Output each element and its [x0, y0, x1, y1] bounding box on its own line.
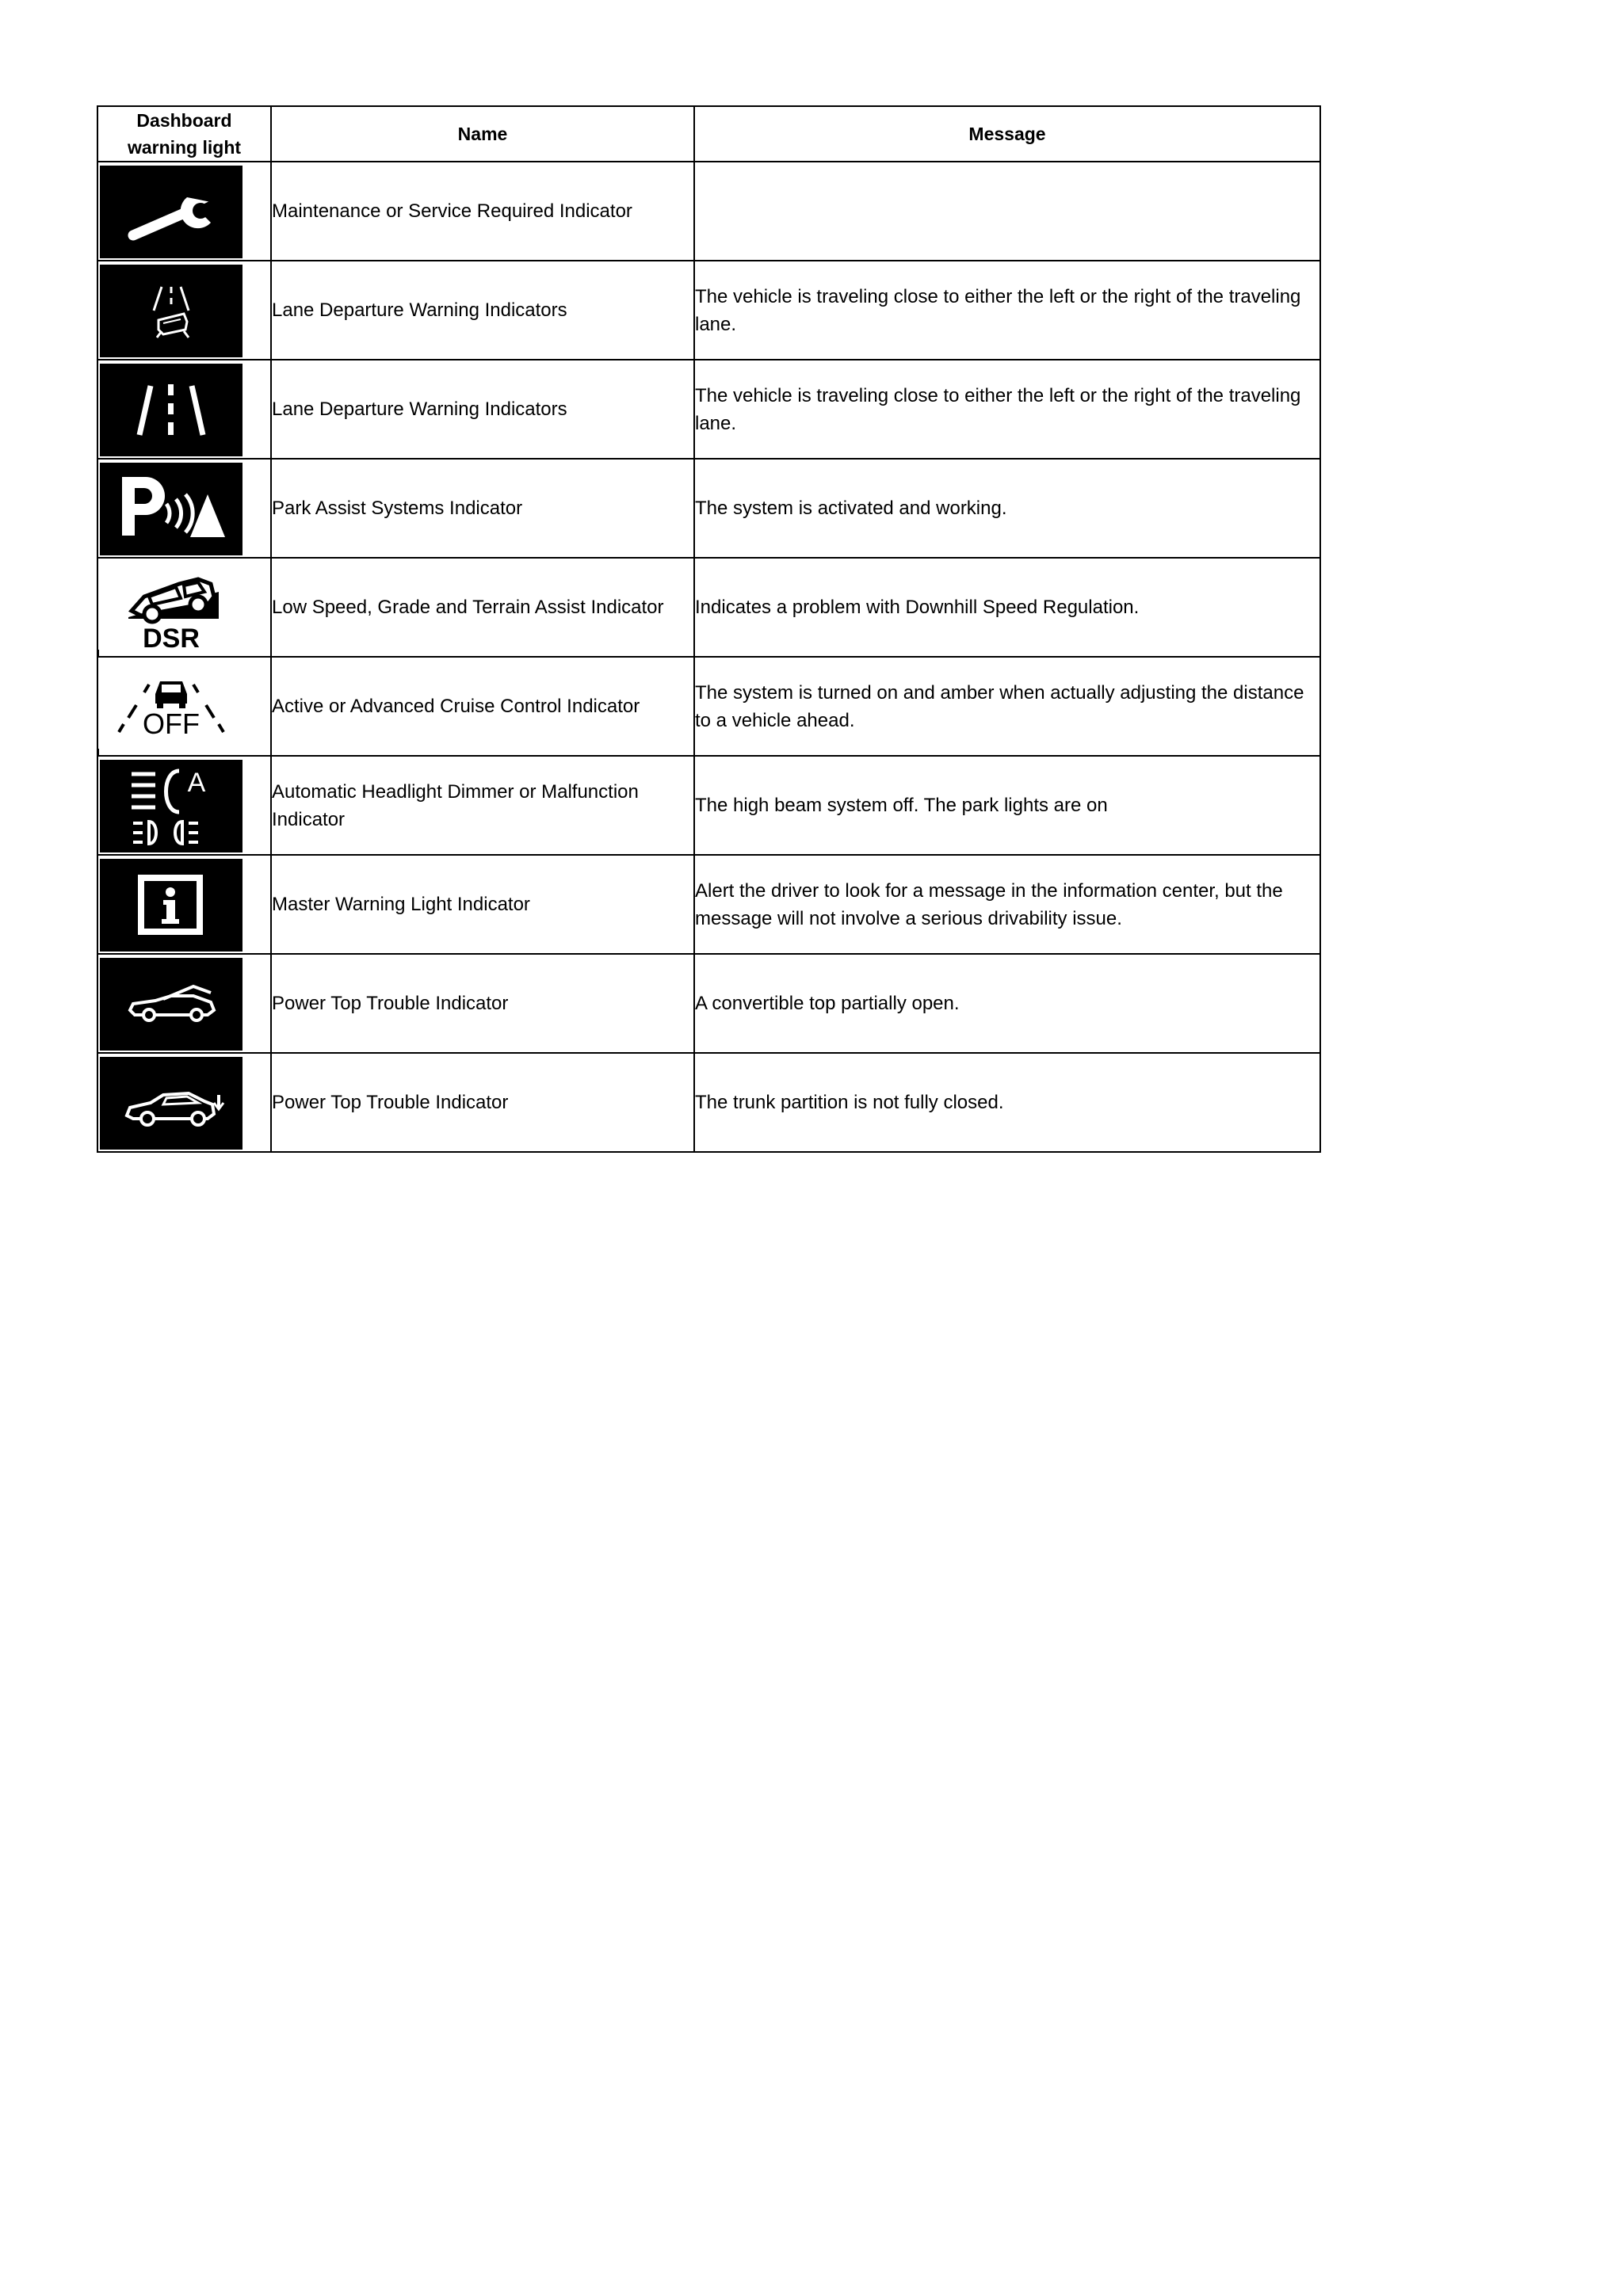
warning-light-table	[97, 105, 1321, 1153]
row-name: Park Assist Systems Indicator	[271, 459, 694, 558]
table-row	[97, 162, 1320, 261]
row-name: Master Warning Light Indicator	[271, 855, 694, 954]
table-row	[97, 855, 1320, 954]
lane-departure-icon	[100, 364, 242, 456]
header-message: Message	[694, 106, 1320, 162]
icon-cell	[97, 459, 271, 558]
table-row	[97, 1053, 1320, 1152]
row-message: The system is turned on and amber when actually adjusting the distance to a vehicle ahead.	[694, 657, 1320, 756]
table-row	[97, 558, 1320, 657]
icon-cell	[97, 954, 271, 1053]
row-message: Alert the driver to look for a message in the information center, but the message will not involve a serious drivability issue.	[694, 855, 1320, 954]
auto-headlight-icon	[100, 760, 242, 852]
header-dashboard-warning-light: Dashboard warning light	[97, 106, 271, 162]
row-name: Power Top Trouble Indicator	[271, 1053, 694, 1152]
table-row	[97, 360, 1320, 459]
wrench-icon	[100, 166, 242, 258]
icon-cell	[97, 657, 271, 756]
icon-cell	[97, 855, 271, 954]
icon-cell	[97, 558, 271, 657]
row-message: The high beam system off. The park lights are on	[694, 756, 1320, 855]
trunk-partition-icon	[100, 1057, 242, 1150]
row-name: Lane Departure Warning Indicators	[271, 360, 694, 459]
icon-cell	[97, 360, 271, 459]
header-name: Name	[271, 106, 694, 162]
auto-a-text: A	[187, 768, 206, 798]
table-row	[97, 657, 1320, 756]
dsr-text: DSR	[143, 624, 200, 654]
row-message: The vehicle is traveling close to either the left or the right of the traveling lane.	[694, 360, 1320, 459]
row-message: The system is activated and working.	[694, 459, 1320, 558]
icon-cell	[97, 162, 271, 261]
convertible-top-icon	[100, 958, 242, 1051]
icon-cell	[97, 1053, 271, 1152]
row-name: Active or Advanced Cruise Control Indicator	[271, 657, 694, 756]
row-name: Lane Departure Warning Indicators	[271, 261, 694, 360]
park-assist-icon	[100, 463, 242, 555]
row-message	[694, 162, 1320, 261]
info-icon	[100, 859, 242, 952]
row-message: Indicates a problem with Downhill Speed Regulation.	[694, 558, 1320, 657]
row-message: The trunk partition is not fully closed.	[694, 1053, 1320, 1152]
icon-cell	[97, 261, 271, 360]
row-name: Maintenance or Service Required Indicator	[271, 162, 694, 261]
row-name: Power Top Trouble Indicator	[271, 954, 694, 1053]
cruise-control-off-icon	[100, 661, 242, 753]
lane-departure-wiper-icon	[100, 265, 242, 357]
row-message: The vehicle is traveling close to either the left or the right of the traveling lane.	[694, 261, 1320, 360]
dsr-icon	[100, 562, 242, 654]
row-message: A convertible top partially open.	[694, 954, 1320, 1053]
table-row	[97, 756, 1320, 855]
table-row	[97, 261, 1320, 360]
icon-cell	[97, 756, 271, 855]
row-name: Low Speed, Grade and Terrain Assist Indicator	[271, 558, 694, 657]
row-name: Automatic Headlight Dimmer or Malfunction Indicator	[271, 756, 694, 855]
header-row	[97, 106, 1320, 162]
off-text: OFF	[143, 707, 200, 740]
table-row	[97, 954, 1320, 1053]
table-row	[97, 459, 1320, 558]
